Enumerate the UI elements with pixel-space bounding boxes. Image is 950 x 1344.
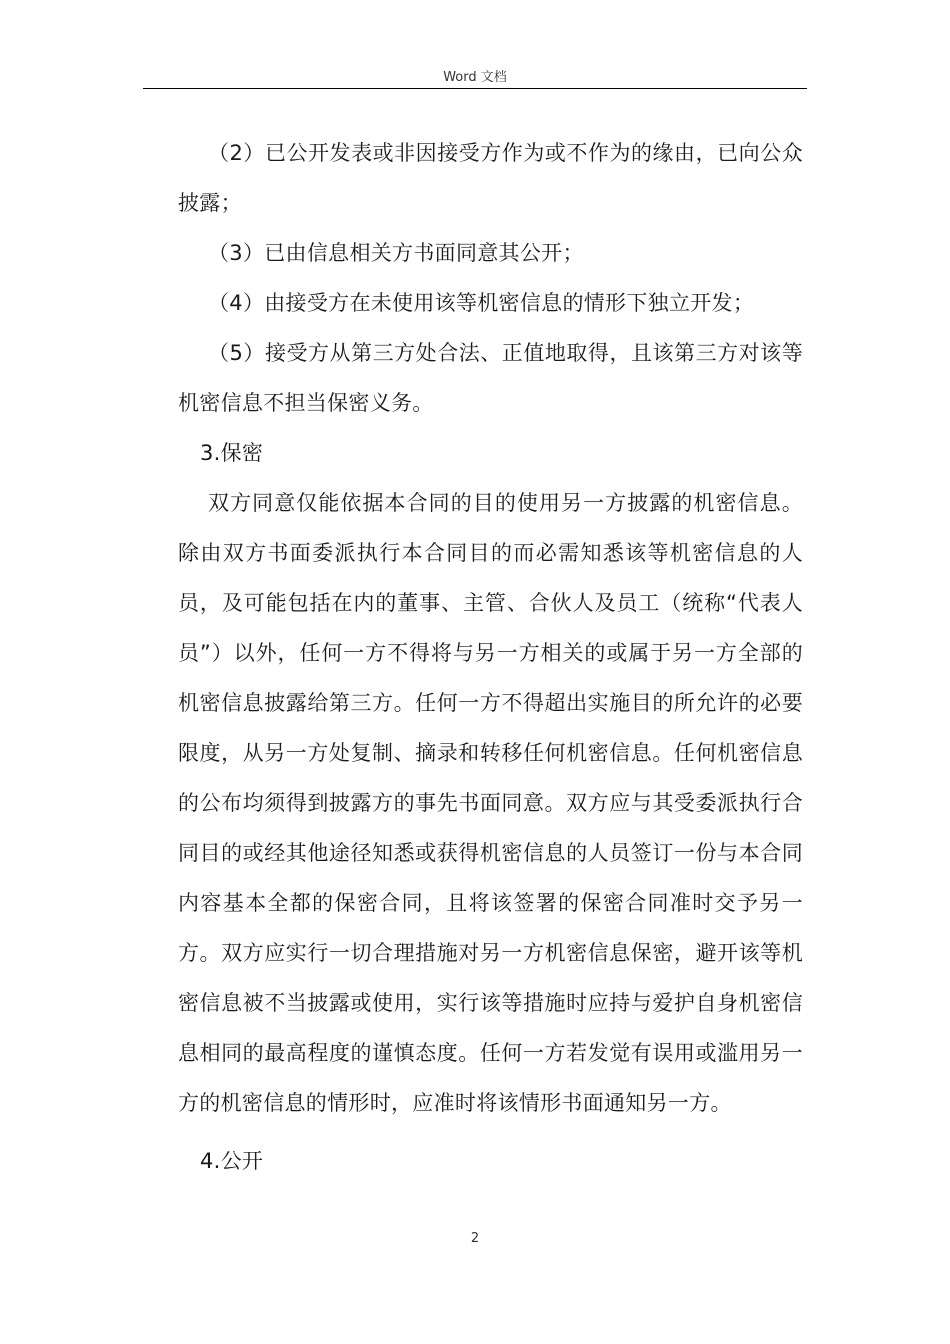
paragraph-item-2: （2）已公开发表或非因接受方作为或不作为的缘由，已向公众披露； (178, 141, 803, 215)
paragraph-item-4: （4）由接受方在未使用该等机密信息的情形下独立开发； (208, 291, 755, 315)
section-heading-disclosure: 4.公开 (200, 1149, 264, 1173)
paragraph-item-5: （5）接受方从第三方处合法、正值地取得，且该第三方对该等机密信息不担当保密义务。 (178, 341, 803, 415)
header-rule (143, 88, 807, 89)
document-body (178, 128, 803, 1186)
paragraph-confidentiality-body: 双方同意仅能依据本合同的目的使用另一方披露的机密信息。除由双方书面委派执行本合同目的而必需知悉该等机密信息的人员，及可能包括在内的董事、主管、合伙人及员工（统称“代表人员”）以外，任何一方不得将与另一方相关的或属于另一方全部的机密信息披露给第三方。任何一方不得超出实施目的所允许的必要限度，从另一方处复制、摘录和转移任何机密信息。任何机密信息的公布均须得到披露方的事先书面同意。双方应与其受委派执行合同目的或经其他途径知悉或获得机密信息的人员签订一份与本合同内容基本全都的保密合同，且将该签署的保密合同准时交予另一方。双方应实行一切合理措施对另一方机密信息保密，避开该等机密信息被不当披露或使用，实行该等措施时应持与爱护自身机密信息相同的最高程度的谨慎态度。任何一方若发觉有误用或滥用另一方的机密信息的情形时，应准时将该情形书面通知另一方。 (178, 491, 803, 1115)
section-heading-confidentiality: 3.保密 (200, 441, 264, 465)
page-number: 2 (470, 1231, 480, 1246)
page-header: Word 文档 (443, 70, 507, 85)
paragraph-item-3: （3）已由信息相关方书面同意其公开； (208, 241, 584, 265)
